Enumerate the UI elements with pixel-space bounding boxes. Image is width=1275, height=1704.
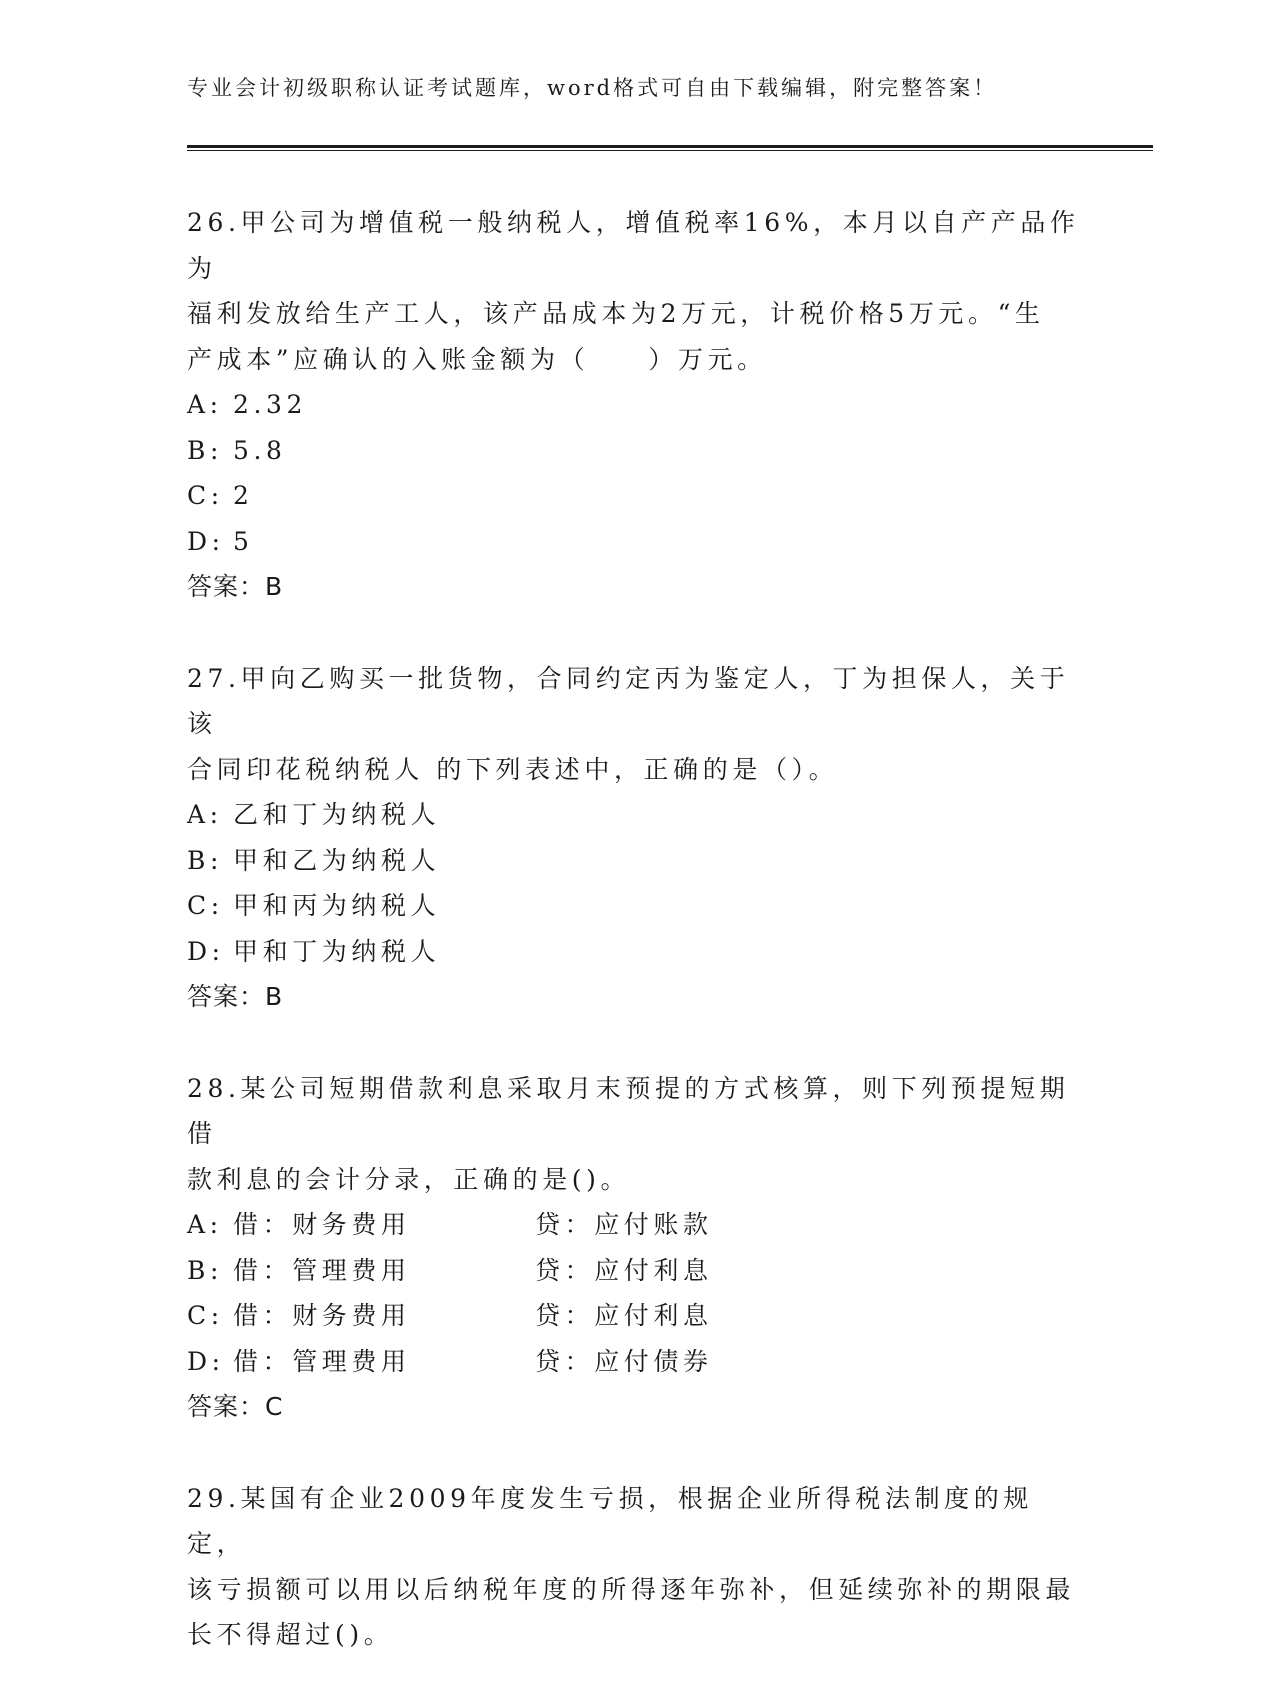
option-debit: 借：财务费用	[233, 1301, 411, 1330]
option-key: C:	[187, 481, 224, 510]
option-credit: 贷：应付账款	[535, 1210, 713, 1239]
option-text: 2	[233, 481, 254, 510]
option-text: 甲和丙为纳税人	[233, 891, 441, 920]
option-credit: 贷：应付利息	[535, 1255, 713, 1285]
option-c	[187, 1293, 1087, 1339]
option-a	[187, 792, 1087, 838]
option-key: B:	[187, 435, 223, 465]
option-d	[187, 1339, 1087, 1385]
document-header: 专业会计初级职称认证考试题库，word格式可自由下载编辑，附完整答案！	[187, 76, 998, 100]
option-key: B:	[187, 845, 223, 875]
option-text: 乙和丁为纳税人	[233, 800, 441, 829]
question-stem: 27.甲向乙购买一批货物，合同约定丙为鉴定人，丁为担保人，关于该 合同印花税纳税人 的下列表述中，正确的是（）。	[187, 663, 1070, 784]
option-key: A:	[187, 800, 223, 829]
option-key: C:	[187, 1301, 224, 1330]
option-text: 2.32	[233, 390, 308, 419]
option-key: D:	[187, 1346, 225, 1376]
header-rule-thin	[187, 150, 1153, 151]
option-key: A:	[187, 1210, 223, 1239]
option-a	[187, 382, 1087, 428]
question-27	[187, 656, 1087, 1020]
option-key: C:	[187, 891, 224, 920]
option-key: B:	[187, 1255, 223, 1285]
option-text: 甲和乙为纳税人	[233, 845, 441, 875]
option-key: A:	[187, 390, 223, 419]
question-stem: 28.某公司短期借款利息采取月末预提的方式核算，则下列预提短期借 款利息的会计分录，正确的是()。	[187, 1073, 1070, 1194]
option-b	[187, 838, 1087, 884]
answer-line: 答案：C	[187, 1392, 284, 1421]
option-text: 5.8	[233, 435, 287, 465]
option-b	[187, 1248, 1087, 1294]
option-text: 甲和丁为纳税人	[233, 936, 441, 966]
option-b	[187, 428, 1087, 474]
question-26	[187, 200, 1087, 610]
option-d	[187, 929, 1087, 975]
option-credit: 贷：应付债券	[535, 1346, 713, 1376]
answer-line: 答案：B	[187, 572, 284, 601]
option-a	[187, 1202, 1087, 1248]
question-stem: 29.某国有企业2009年度发生亏损，根据企业所得税法制度的规定， 该亏损额可以用以后纳税年度的所得逐年弥补，但延续弥补的期限最 长不得超过()。	[187, 1483, 1076, 1649]
question-stem: 26.甲公司为增值税一般纳税人，增值税率16%，本月以自产产品作为 福利发放给生产工人，该产品成本为2万元，计税价格5万元。“生 产成本”应确认的入账金额为（ ）万元。	[187, 208, 1080, 374]
option-text: 5	[233, 526, 254, 556]
answer-line: 答案：B	[187, 982, 284, 1011]
option-key: D:	[187, 936, 225, 966]
option-c	[187, 883, 1087, 929]
option-d	[187, 519, 1087, 565]
option-c	[187, 473, 1087, 519]
question-29	[187, 1476, 1087, 1658]
option-debit: 借：财务费用	[233, 1210, 411, 1239]
question-list	[187, 200, 1087, 1704]
header-rule-thick	[187, 145, 1153, 148]
option-debit: 借：管理费用	[233, 1255, 411, 1285]
option-key: D:	[187, 526, 225, 556]
question-28	[187, 1066, 1087, 1430]
option-credit: 贷：应付利息	[535, 1301, 713, 1330]
option-debit: 借：管理费用	[233, 1346, 411, 1376]
